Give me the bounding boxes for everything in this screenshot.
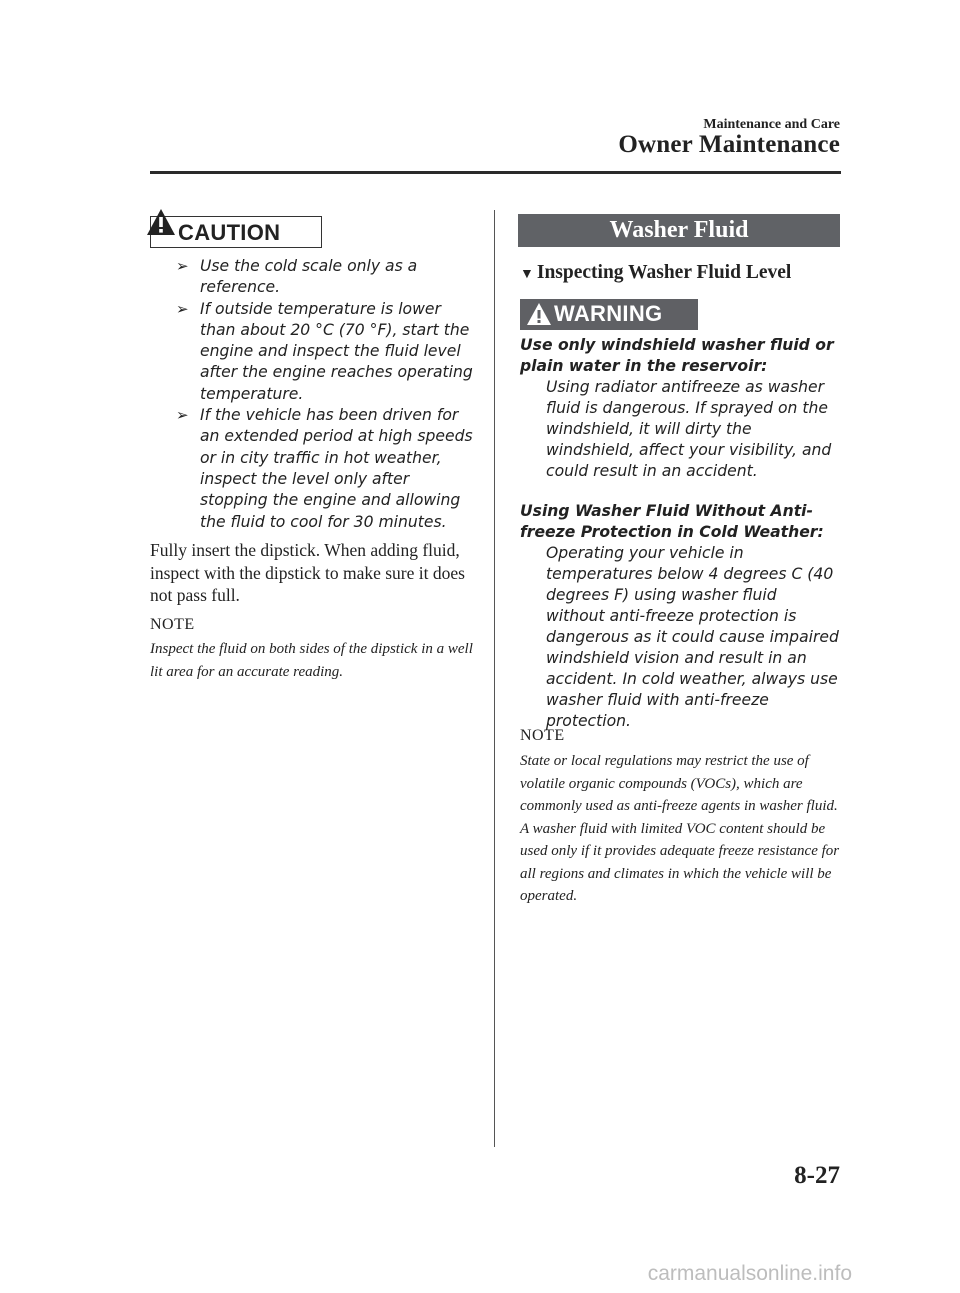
caution-warning-icon: [146, 208, 176, 236]
warning2-heading: Using Washer Fluid Without Anti-freeze Protection in Cold Weather:: [520, 502, 824, 541]
arrow-bullet-icon: ➢: [176, 406, 189, 425]
header-section-label: Maintenance and Care: [703, 117, 840, 132]
header-rule: [150, 171, 841, 174]
arrow-bullet-icon: ➢: [176, 257, 189, 275]
note-text: Inspect the fluid on both sides of the dipstick in a well lit area for an accurate reading.: [150, 641, 473, 680]
warning2-body: Operating your vehicle in temperatures below 4 degrees C (40 degrees F) using washer fluid without anti-freeze protection is dangerous as it could cause impaired windshield vision and result in an accident. In cold weather, always use washer fluid with anti-freeze protection.: [546, 544, 839, 730]
warning1-body: Using radiator antifreeze as washer fluid is dangerous. If sprayed on the windshield, it will dirty the windshield, affect your visibility, and could result in an accident.: [546, 378, 832, 480]
triangle-down-icon: ▼: [520, 267, 534, 282]
warning-label: WARNING: [554, 301, 663, 326]
warning-triangle-icon: [526, 302, 552, 326]
subheading: ▼ Inspecting Washer Fluid Level: [520, 262, 792, 283]
caution-item: ➢ If outside temperature is lower than about 20 °C (70 °F), start the engine and inspect the fluid level after the engine reaches operating temperature.: [176, 299, 473, 403]
caution-item: ➢ Use the cold scale only as a reference.: [176, 257, 418, 297]
note-label: NOTE: [150, 616, 195, 633]
caution-item: ➢ If the vehicle has been driven for an extended period at high speeds or in city traffic in hot weather, inspect the level only after stopping the engine and allowing the fluid to cool for 30 minutes.: [176, 406, 473, 531]
column-divider: [494, 210, 495, 1147]
note-text-right: State or local regulations may restrict the use of volatile organic compounds (VOCs), which are commonly used as anti-freeze agents in washer fluid. A washer fluid with limited VOC content should be used only if it provides adequate freeze resistance for all regions and climates in which the vehicle will be operated.: [520, 753, 840, 904]
note-label-right: NOTE: [520, 727, 565, 744]
caution-list: [176, 256, 476, 533]
arrow-bullet-icon: ➢: [176, 299, 189, 318]
section-title-bar: Washer Fluid: [518, 214, 840, 247]
warning1-heading: Use only windshield washer fluid or plain water in the reservoir:: [520, 336, 834, 375]
page-header-title: Owner Maintenance: [618, 131, 840, 158]
dipstick-instructions: Fully insert the dipstick. When adding fluid, inspect with the dipstick to make sure it does not pass full.: [150, 540, 465, 605]
caution-label: CAUTION: [178, 220, 281, 245]
page-number: 8-27: [794, 1162, 840, 1189]
watermark: carmanualsonline.info: [647, 1262, 852, 1285]
